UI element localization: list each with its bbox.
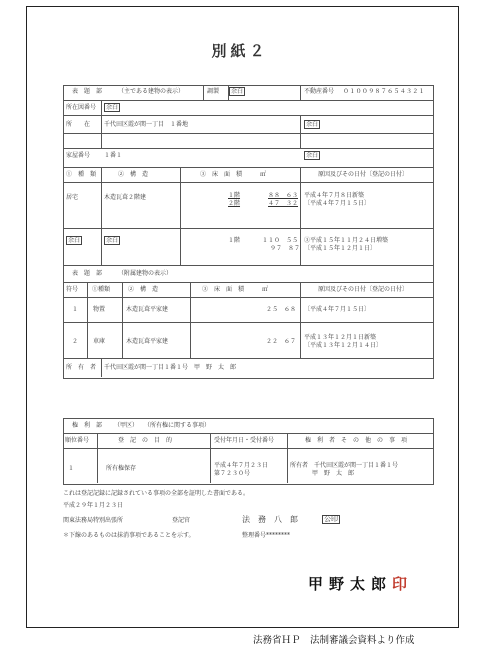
shozai-right: 余白 xyxy=(306,121,319,128)
k1-date2: 第７２３０号 xyxy=(214,470,251,477)
source-footer: 法務省ＨＰ 法制審議会資料より作成 xyxy=(253,635,415,646)
official-name: 法 務 八 郎 xyxy=(242,515,298,524)
b2-floor1: １階 xyxy=(228,237,241,244)
cert-date: 平成２９年１月２３日 xyxy=(63,502,124,509)
registrar: 登記官 xyxy=(172,517,191,524)
a1-type: 物置 xyxy=(93,306,106,313)
col-genin: 原因及びその日付〔登記の日付〕 xyxy=(318,171,409,178)
annex-col-type: ①種類 xyxy=(92,286,111,293)
chosei-label: 調製 xyxy=(207,88,220,95)
kaoku-right: 余白 xyxy=(306,152,319,159)
b1-floor1-area: ８８ ６３ xyxy=(268,192,299,199)
b2-cause2: 〔平成１５年１２月１日〕 xyxy=(304,245,377,252)
a1-cause: 〔平成４年７月１５日〕 xyxy=(304,306,371,313)
shozai-zu-label: 所在図番号 xyxy=(66,104,97,111)
annex-col-kozo: ② 構 造 xyxy=(128,286,159,293)
a1-area: ２５ ６８ xyxy=(266,306,297,313)
a2-area: ２２ ６７ xyxy=(266,338,297,345)
fudosan-number: ０１００９８７６５４３２１ xyxy=(343,88,425,95)
col-shurui: ① 種 類 xyxy=(66,171,97,178)
kenri-col-purpose: 登 記 の 目 的 xyxy=(118,437,173,444)
signature xyxy=(308,573,407,594)
k1-matter2: 甲 野 太 郎 xyxy=(312,470,355,477)
b1-floor2-area: ４７ ３２ xyxy=(268,200,299,207)
k1-no: １ xyxy=(68,465,75,472)
hyodai-note: （主である建物の表示） xyxy=(118,88,185,95)
col-kozo: ② 構 造 xyxy=(118,171,149,178)
b1-cause1: 平成４年７月８日新築 xyxy=(304,192,365,199)
kenri-col-matter: 権 利 者 そ の 他 の 事 項 xyxy=(305,437,408,444)
kenri-col-date: 受付年月日・受付番号 xyxy=(214,437,275,444)
a2-structure: 木造瓦葺平家建 xyxy=(126,338,169,345)
kaoku-value: １番１ xyxy=(104,152,123,159)
b1-structure: 木造瓦葺２階建 xyxy=(104,194,147,201)
k1-matter1: 所有者 千代田区霞が関一丁目１番１号 xyxy=(290,462,399,469)
annex-note: （附属建物の表示） xyxy=(118,270,173,277)
b2-area1: １１０ ５５ xyxy=(262,237,299,244)
bureau: 関東法務局特別出張所 xyxy=(63,517,124,524)
owner-value: 千代田区霞が関一丁目１番１号 甲 野 太 郎 xyxy=(104,364,237,371)
k1-purpose: 所有権保存 xyxy=(106,465,137,472)
document-title: 別紙２ xyxy=(211,42,269,60)
owner-label: 所 有 者 xyxy=(66,364,97,371)
b2-cell2: 余白 xyxy=(106,237,119,244)
a1-no: １ xyxy=(72,306,79,313)
chosei-value: 余白 xyxy=(231,88,244,95)
b2-cell1: 余白 xyxy=(68,237,81,244)
note-text: ＊下線のあるものは抹消事項であることを示す。 xyxy=(63,532,195,539)
annex-label: 表 題 部 xyxy=(72,270,103,277)
a2-cause2: 〔平成１３年１２月１４日〕 xyxy=(304,342,383,349)
a2-cause1: 平成１３年１２月１日新築 xyxy=(304,334,377,341)
shozai-value: 千代田区霞が関一丁目 １番地 xyxy=(104,121,189,128)
shozai-label: 所 在 xyxy=(66,121,91,128)
official-seal: 公印 xyxy=(324,515,338,523)
b1-floor1: １階 xyxy=(228,192,241,199)
shozai-zu-value: 余白 xyxy=(106,104,119,111)
annex-col-yuka: ③ 床 面 積 ㎡ xyxy=(202,286,269,293)
cert-text: これは登記記録に記録されている事項の全部を証明した書面である。 xyxy=(63,490,250,497)
signature-name: 甲野太郎 xyxy=(308,575,393,593)
a2-no: ２ xyxy=(72,338,79,345)
annex-col-genin: 原因及びその日付〔登記の日付〕 xyxy=(318,286,409,293)
hyodai-label: 表 題 部 xyxy=(72,88,103,95)
a1-structure: 木造瓦葺平家建 xyxy=(126,306,169,313)
b2-area2: ９７ ８７ xyxy=(270,245,301,252)
b2-cause1: ③平成１５年１１月２４日増築 xyxy=(304,237,389,244)
kenri-label: 権 利 部 xyxy=(72,422,103,429)
b1-cause2: 〔平成４年７月１５日〕 xyxy=(304,200,371,207)
kenri-col-no: 順位番号 xyxy=(65,437,90,444)
kenri-note: （甲区） （所有権に関する事項） xyxy=(114,422,211,429)
annex-col-no: 符号 xyxy=(66,286,79,293)
a2-type: 車庫 xyxy=(93,338,106,345)
ref-number: 整理番号******** xyxy=(242,532,291,539)
b1-floor2: ２階 xyxy=(228,200,241,207)
kaoku-label: 家屋番号 xyxy=(66,152,91,159)
b1-type: 居宅 xyxy=(66,194,79,201)
col-yuka: ③ 床 面 積 ㎡ xyxy=(200,171,267,178)
fudosan-label: 不動産番号 xyxy=(304,88,335,95)
signature-seal: 印 xyxy=(392,575,408,593)
k1-date1: 平成４年７月２３日 xyxy=(214,462,269,469)
